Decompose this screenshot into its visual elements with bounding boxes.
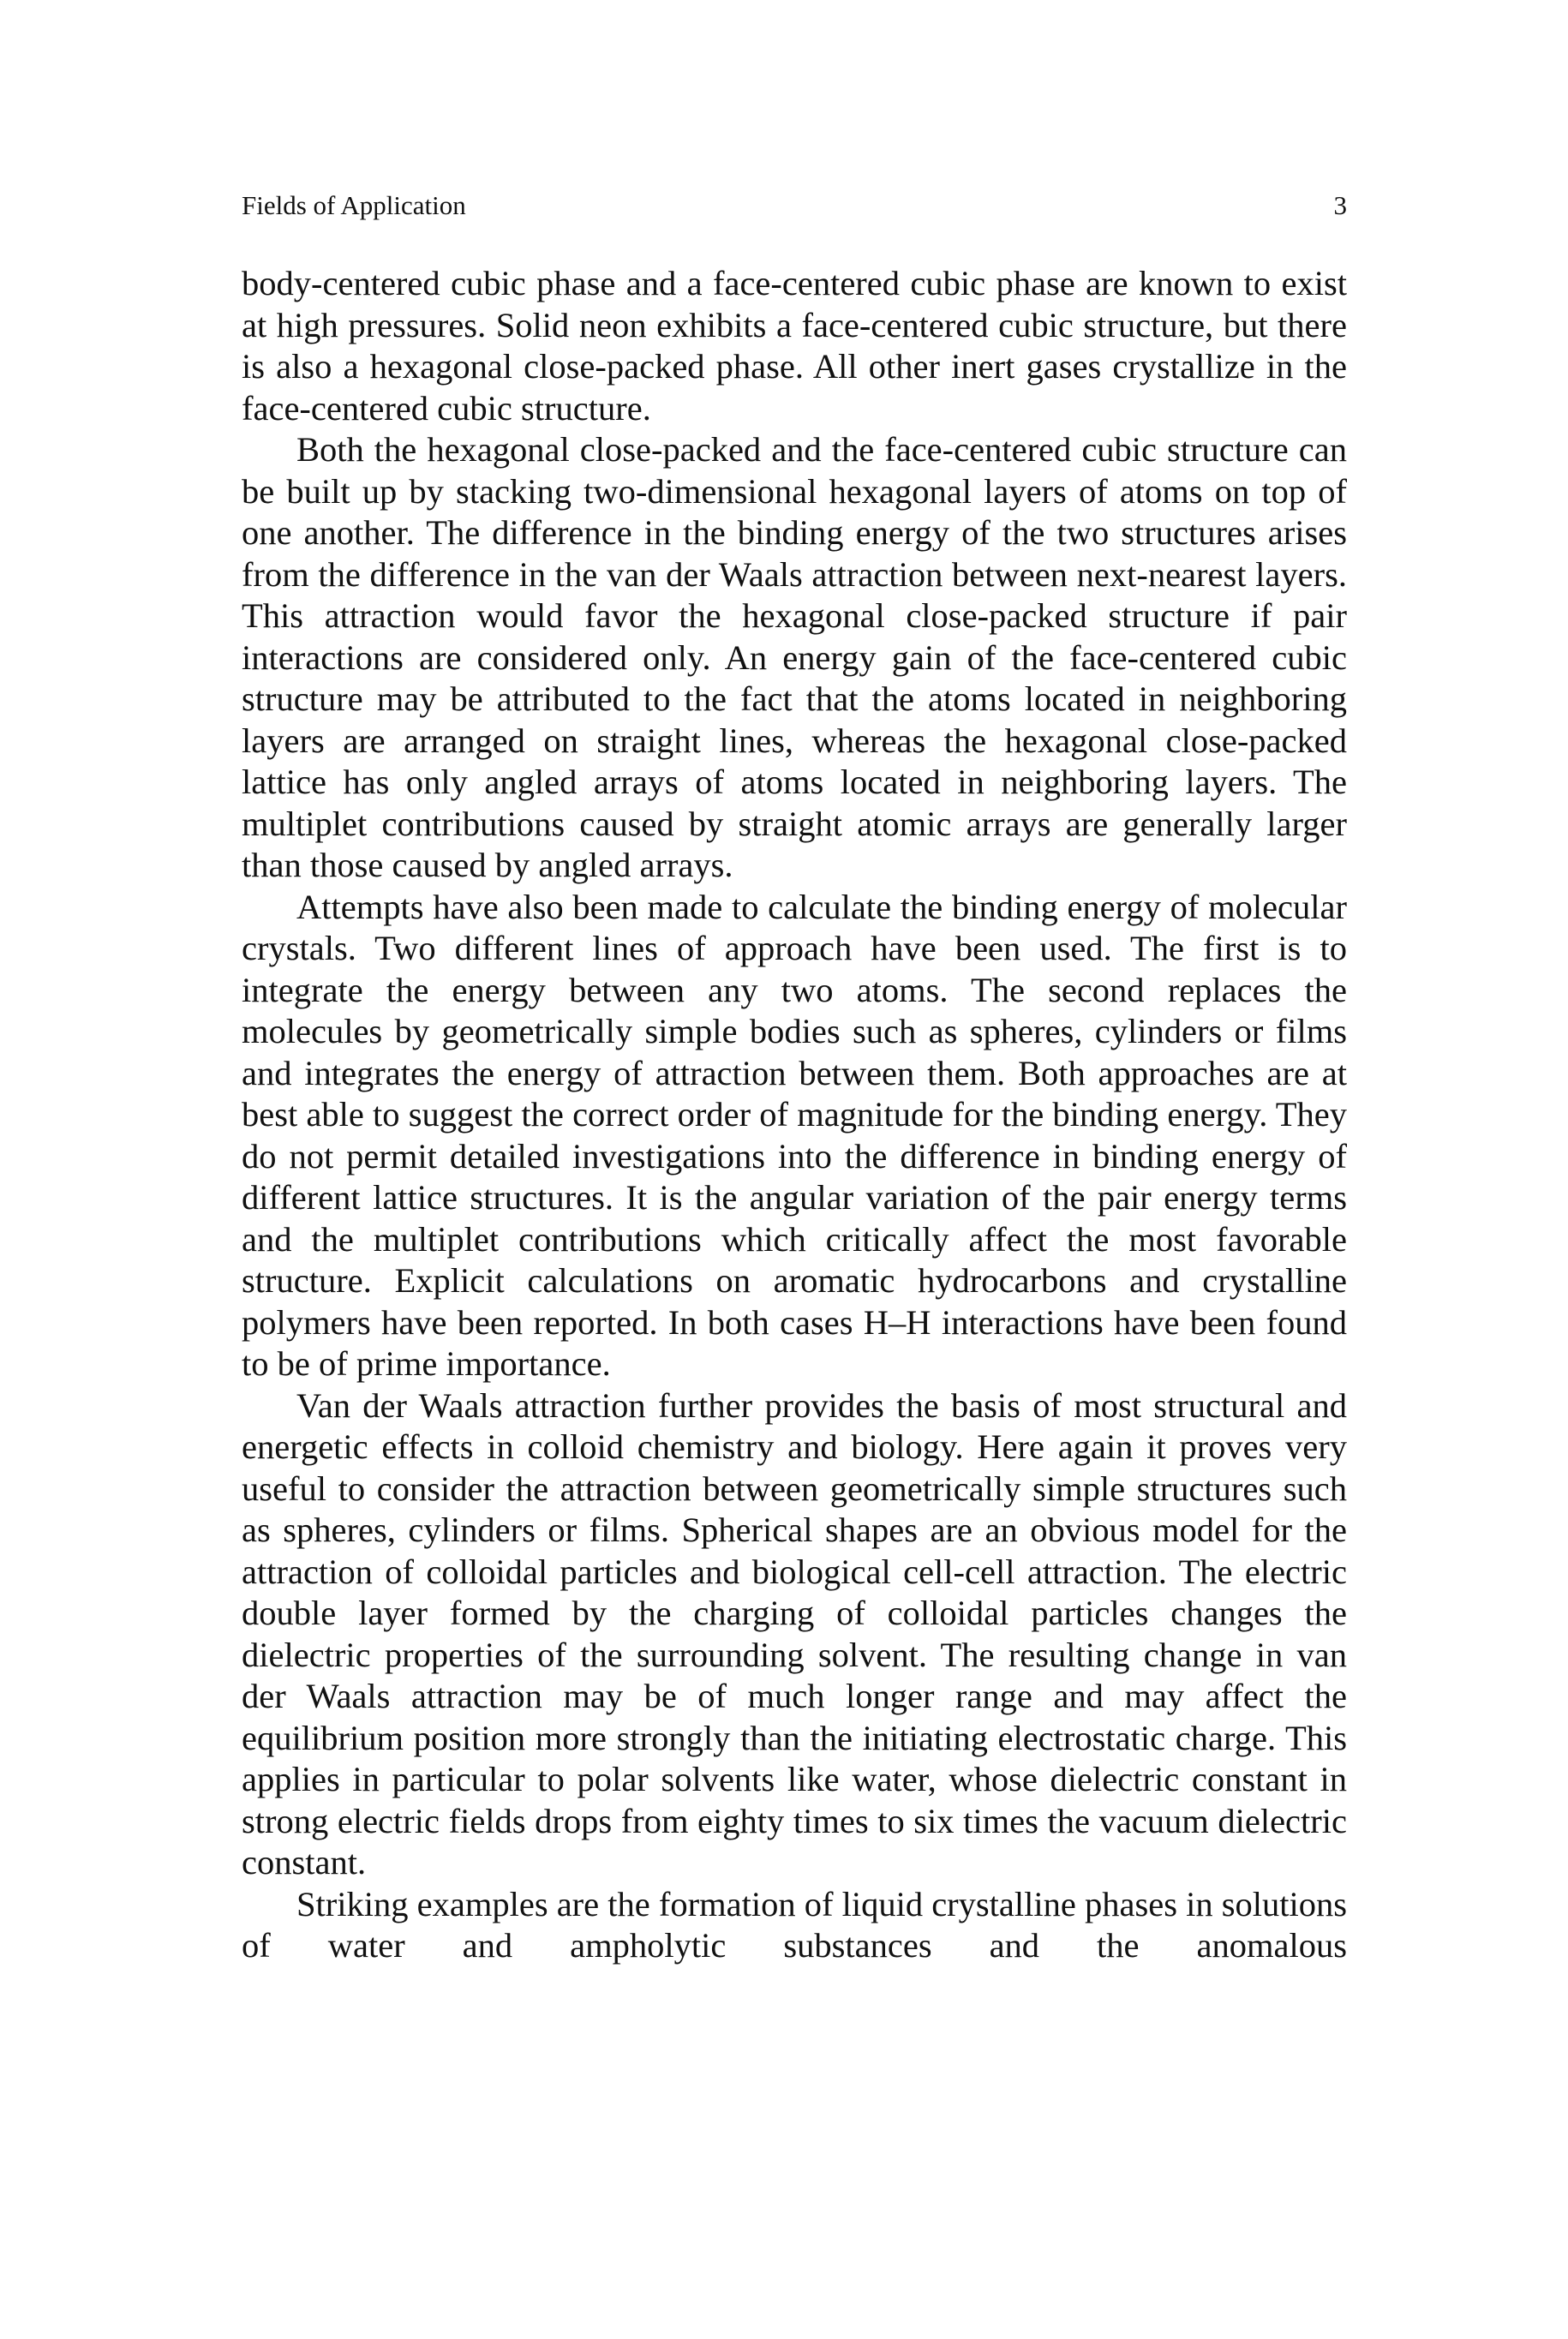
paragraph-stacking-layers: Both the hexagonal close-packed and the face-centered cubic structure can be built up by stacking two-dimensional hexagonal layers of atoms on top of one another. The difference in the binding energy of the two structures arises from the difference in the van der Waals attraction between next-nearest layers. This attraction would favor the hexagonal close-packed structure if pair interactions are considered only. An energy gain of the face-centered cubic structure may be attributed to the fact that the atoms located in neighboring layers are arranged on straight lines, whereas the hexagonal close-packed lattice has only angled arrays of atoms located in neighboring layers. The multiplet contributions caused by straight atomic arrays are generally larger than those caused by angled arrays. [242, 430, 1347, 884]
paragraph-molecular-crystals: Attempts have also been made to calculate the binding energy of molecular crystals. Two different lines of approach have been used. The first is to integrate the energy between any two atoms. The second replaces the molecules by geometrically simple bodies such as spheres, cylinders or films and integrates the energy of attraction between them. Both approaches are at best able to suggest the correct order of magnitude for the binding energy. They do not permit detailed investigations into the difference in binding energy of different lattice structures. It is the angular variation of the pair energy terms and the multiplet contributions which critically affect the most favorable structure. Explicit calculations on aromatic hydrocarbons and crystalline polymers have been reported. In both cases H–H interactions have been found to be of prime importance. [242, 887, 1347, 1383]
body-text [242, 263, 1347, 1967]
paragraph-continued: body-centered cubic phase and a face-centered cubic phase are known to exist at high pressures. Solid neon exhibits a face-centered cubic structure, but there is also a hexagonal close-packed phase. All other inert gases crystallize in the face-centered cubic structure. [242, 264, 1347, 428]
paragraph-colloid-chemistry: Van der Waals attraction further provides the basis of most structural and energetic effects in colloid chemistry and biology. Here again it proves very useful to consider the attraction between geometrically simple structures such as spheres, cylinders or films. Spherical shapes are an obvious model for the attraction of colloidal particles and biological cell-cell attraction. The electric double layer formed by the charging of colloidal particles changes the dielectric properties of the surrounding solvent. The resulting change in van der Waals attraction may be of much longer range and may affect the equilibrium position more strongly than the initiating electrostatic charge. This applies in particular to polar solvents like water, whose dielectric constant in strong electric fields drops from eighty times to six times the vacuum dielectric constant. [242, 1385, 1347, 1881]
running-head [242, 188, 1347, 223]
page-number: 3 [1333, 190, 1347, 220]
paragraph-striking-examples: Striking examples are the formation of liquid crystalline phases in solutions of water and ampholytic substances and the anomalous [242, 1884, 1348, 1965]
running-title: Fields of Application [242, 190, 466, 220]
